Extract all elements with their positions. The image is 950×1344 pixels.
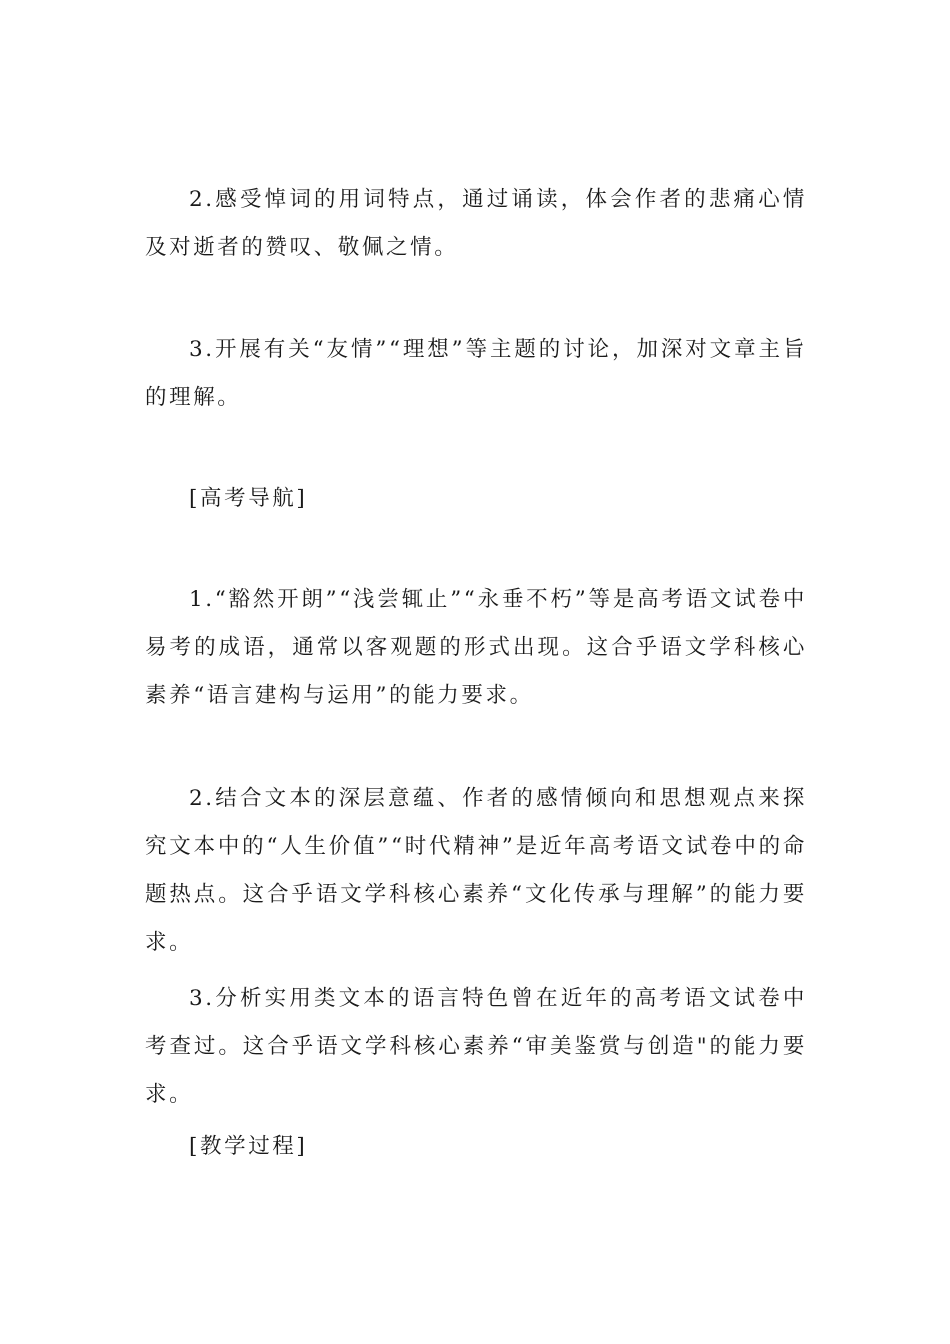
paragraph-goal-2: 2.感受悼词的用词特点，通过诵读，体会作者的悲痛心情及对逝者的赞叹、敬佩之情。 (145, 187, 807, 260)
section-heading-teaching-process: [教学过程] (189, 1134, 308, 1159)
section-heading-gaokao-navigation: [高考导航] (189, 486, 308, 511)
paragraph-navigation-3: 3.分析实用类文本的语言特色曾在近年的高考语文试卷中考查过。这合乎语文学科核心素养“审美鉴赏与创造"的能力要求。 (145, 986, 807, 1107)
paragraph-navigation-1: 1.“豁然开朗”“浅尝辄止”“永垂不朽”等是高考语文试卷中易考的成语，通常以客观题的形式出现。这合乎语文学科核心素养“语言建构与运用”的能力要求。 (145, 587, 807, 708)
paragraph-goal-3: 3.开展有关“友情”“理想”等主题的讨论，加深对文章主旨的理解。 (145, 337, 807, 410)
paragraph-navigation-2: 2.结合文本的深层意蕴、作者的感情倾向和思想观点来探究文本中的“人生价值”“时代精神”是近年高考语文试卷中的命题热点。这合乎语文学科核心素养“文化传承与理解”的能力要求。 (145, 786, 807, 955)
